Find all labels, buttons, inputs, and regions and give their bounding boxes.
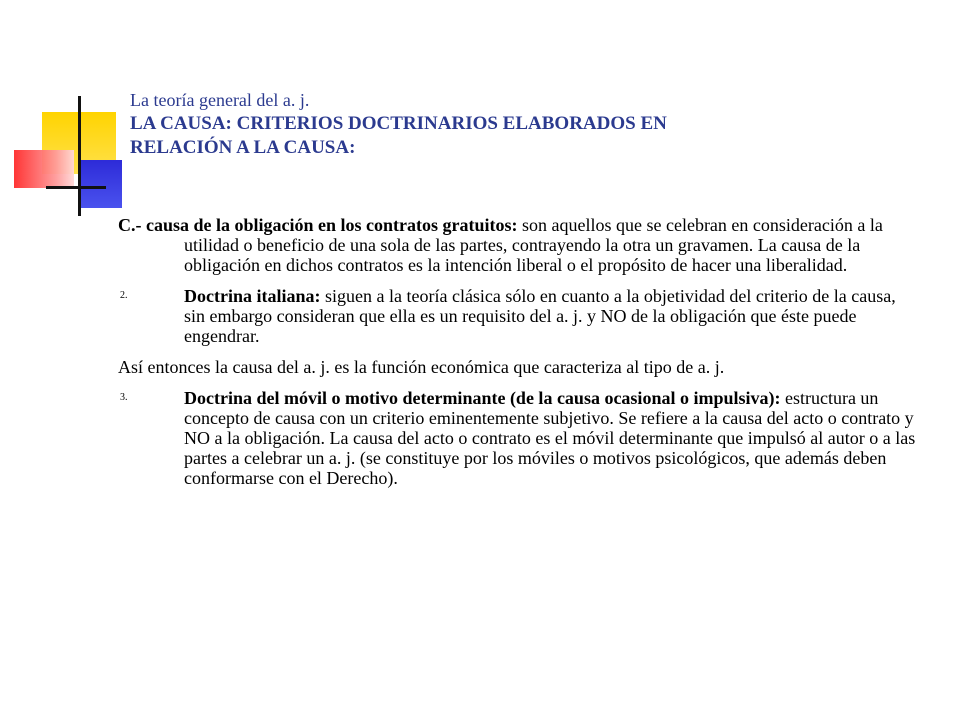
slide-title: [130, 88, 930, 160]
title-line-3: RELACIÓN A LA CAUSA:: [130, 137, 356, 158]
paragraph-text: estructura un concepto de causa con un criterio eminentemente subjetivo. Se refiere a la causa del acto o contrato y NO a la obligación. La causa del acto o contrato es el móvil determinante que impulsó al autor o a las partes a celebrar un a. j. (se constituye por los móviles o motivos psicológicos, que además deben conformarse con el Derecho).: [184, 388, 916, 488]
logo-horizontal-line: [46, 186, 106, 189]
paragraph-doctrina-italiana: [118, 286, 918, 346]
paragraph-text: Así entonces la causa del a. j. es la función económica que caracteriza al tipo de a. j.: [118, 357, 725, 377]
slide-logo-graphic: [0, 0, 140, 230]
paragraph-text: son aquellos que se celebran en consideración a la utilidad o beneficio de una sola de las partes, contrayendo la otra un gravamen. La causa de la obligación en dichos contratos es la intención liberal o el propósito de hacer una liberalidad.: [184, 215, 883, 275]
paragraph-funcion-economica: [118, 357, 918, 377]
paragraph-text: siguen a la teoría clásica sólo en cuanto a la objetividad del criterio de la causa, sin embargo consideran que ella es un requisito del a. j. y NO de la obligación que éste puede engendrar.: [184, 286, 896, 346]
list-number: 3.: [120, 392, 128, 403]
paragraph-doctrina-movil: [118, 388, 918, 488]
paragraph-contratos-gratuitos: [118, 215, 918, 275]
title-line-2: LA CAUSA: CRITERIOS DOCTRINARIOS ELABORADOS EN: [130, 113, 667, 134]
title-line-1: La teoría general del a. j.: [130, 90, 310, 110]
paragraph-heading: Doctrina italiana:: [184, 286, 321, 306]
slide-body: [118, 215, 918, 499]
logo-vertical-line: [78, 96, 81, 216]
logo-red-bar: [14, 150, 74, 188]
logo-blue-square: [78, 160, 122, 208]
list-number: 2.: [120, 290, 128, 301]
paragraph-heading: C.- causa de la obligación en los contratos gratuitos:: [118, 215, 518, 235]
paragraph-heading: Doctrina del móvil o motivo determinante (de la causa ocasional o impulsiva):: [184, 388, 781, 408]
